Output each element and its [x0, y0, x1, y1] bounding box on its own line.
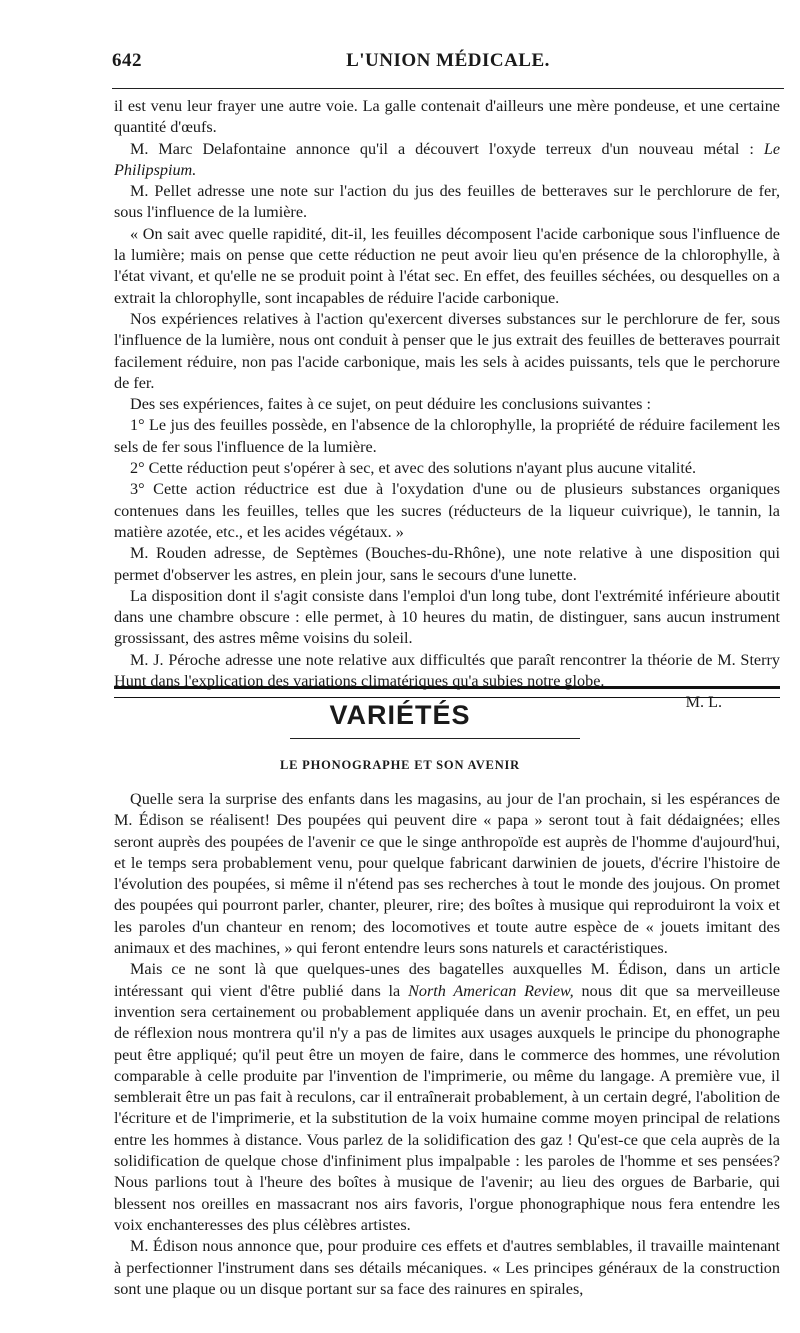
- paragraph: M. Édison nous annonce que, pour produire ces effets et d'autres semblables, il travaille maintenant à perfectionner l'instrument dans ses détails mécaniques. « Les principes généraux de la construction sont une plaque ou un disque portant sur sa face des rainures en spirales,: [114, 1237, 780, 1298]
- section-title: VARIÉTÉS: [329, 700, 471, 730]
- paragraph-text: nous dit que sa merveilleuse invention sera certainement ou probablement appliquée dans un avenir prochain. Et, en effet, un peu de réflexion nous montrera qu'il n'y a pas de limites aux usages auxquels le principe du phonographe peut être appliqué; qu'il peut être un moyen de faire, dans le commerce des hommes, une révolution comparable à celle produite par l'invention de l'imprimerie, ou même du langage. A première vue, il semblerait être un pas fait à reculons, car il entraînerait probablement, à un certain degré, l'abolition de l'écriture et de l'imprimerie, et la substitution de la voix humaine comme moyen principal de relations entre les hommes à distance. Vous parlez de la solidification des gaz ! Qu'est-ce que cela auprès de la solidification de quelque chose d'infiniment plus impalpable : les paroles de l'homme et ses pensées? Nous parlions tout à l'heure des boîtes à musique de l'avenir; au lieu des orgues de Barbarie, qui blessent nos oreilles en massacrant nos airs favoris, l'orgue phonographique nous fera entendre les voix enchanteresses des plus célèbres artistes.: [114, 981, 780, 1234]
- paragraph: « On sait avec quelle rapidité, dit-il, les feuilles décomposent l'acide carbonique sous l'influence de la lumière; mais on pense que cette réduction ne peut avoir lieu qu'en présence de la chlorophylle, à l'état vivant, et qu'elle ne se produit point à l'état sec. En effet, des feuilles séchées, ou desquelles on a extrait la chlorophylle, sont incapables de réduire l'acide carbonique.: [114, 224, 780, 307]
- paragraph: il est venu leur frayer une autre voie. La galle contenait d'ailleurs une mère pondeuse, et une certaine quantité d'œufs.: [114, 97, 780, 137]
- italic-term: North American Review,: [408, 981, 574, 1000]
- paragraph-text: Mais ce ne sont là que quelques-unes des bagatelles auxquelles M. Édison, dans un article intéressant qui vient d'être publié dans la: [114, 960, 780, 1000]
- paragraph: Quelle sera la surprise des enfants dans les magasins, au jour de l'an prochain, si les espérances de M. Édison se réalisent! Des poupées qui peuvent dire « papa » seront tout à fait dédaignées; elles seront auprès des poupées de l'avenir ce que le singe anthropoïde est auprès de l'homme d'aujourd'hui, et le temps sera probablement venu, pour quelque fabricant darwinien de jouets, d'écrire l'histoire de l'évolution des poupées, si même il n'étend pas ses recherches à tout le monde des joujous. On promet des poupées qui pourront parler, chanter, pleurer, rire; des boîtes à musique qui reproduiront la voix et les paroles d'un chanteur en renom; des locomotives et toute autre espèce de « jouets imitant des animaux et des machines, » qui feront entendre leurs sons naturels et caractéristiques.: [114, 790, 780, 958]
- paragraph: M. J. Péroche adresse une note relative aux difficultés que paraît rencontrer la théorie de M. Sterry Hunt dans l'explication des variations climatériques qu'a subies notre globe.: [114, 650, 780, 691]
- paragraph: M. Pellet adresse une note sur l'action du jus des feuilles de betteraves sur le perchlorure de fer, sous l'influence de la lumière.: [114, 182, 780, 222]
- paragraph: [114, 959, 780, 1236]
- paragraph: 3° Cette action réductrice est due à l'oxydation d'une ou de plusieurs substances organiques contenues dans les feuilles, telles que les sucres (réducteurs de la liqueur cuivrique), le tannin, la matière azotée, etc., et les acides végétaux. »: [114, 480, 780, 541]
- paragraph: 1° Le jus des feuilles possède, en l'absence de la chlorophylle, la propriété de réduire facilement les sels de fer sous l'influence de la lumière.: [114, 416, 780, 456]
- paragraph: [114, 139, 780, 182]
- article-subtitle: LE PHONOGRAPHE ET SON AVENIR: [279, 758, 521, 772]
- journal-title: L'UNION MÉDICALE.: [346, 50, 550, 71]
- paragraph: Des ses expériences, faites à ce sujet, on peut déduire les conclusions suivantes :: [130, 395, 651, 414]
- varietes-article: [114, 789, 780, 1300]
- page-number: 642: [112, 50, 142, 71]
- academy-report-section: [114, 96, 780, 714]
- title-rule: [290, 738, 580, 739]
- page-header: [112, 50, 784, 78]
- signature: M. L.: [685, 693, 722, 712]
- paragraph: La disposition dont il s'agit consiste dans l'emploi d'un long tube, dont l'extrémité inférieure aboutit dans une chambre obscure : elle permet, à 10 heures du matin, de distinguer, sans aucun instrument grossissant, des astres même voisins du soleil.: [114, 586, 780, 648]
- header-rule: [112, 88, 784, 89]
- italic-term: Le Philipspium.: [114, 139, 780, 179]
- paragraph: 2° Cette réduction peut s'opérer à sec, et avec des solutions n'ayant plus aucune vitalité.: [130, 459, 697, 478]
- paragraph-text: M. Marc Delafontaine annonce qu'il a découvert l'oxyde terreux d'un nouveau métal :: [130, 139, 764, 158]
- paragraph: Nos expériences relatives à l'action qu'exercent diverses substances sur le perchlorure de fer, sous l'influence de la lumière, nous ont conduit à penser que le jus extrait des feuilles de betteraves pourrait facilement réduire, non pas l'acide carbonique, mais les sels à acides puissants, tels que le perchorure de fer.: [114, 309, 780, 392]
- paragraph: M. Rouden adresse, de Septèmes (Bouches-du-Rhône), une note relative à une disposition qui permet d'observer les astres, en plein jour, sans le secours d'une lunette.: [114, 544, 780, 584]
- section-separator: [114, 686, 780, 698]
